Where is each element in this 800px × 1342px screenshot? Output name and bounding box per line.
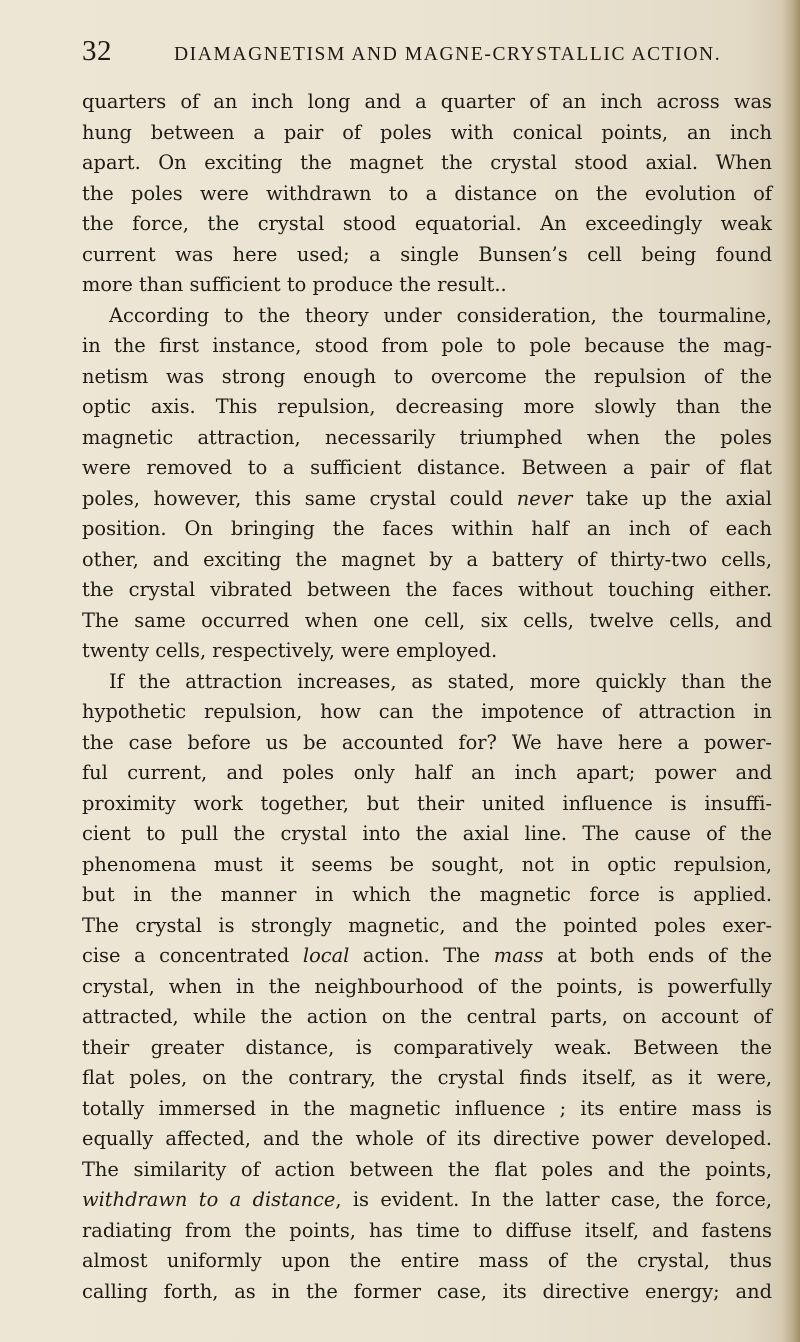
text-line [82,1124,772,1155]
text-line [82,1277,772,1308]
text-segment: in the first instance, stood from pole to pole because the mag- [82,334,772,357]
text-line [82,636,772,667]
text-line [82,911,772,942]
text-segment: crystal, when in the neighbourhood of the points, is powerfully [82,974,772,998]
italic-text: mass [493,944,544,967]
text-segment: attracted, while the action on the central parts, on account of [82,1005,772,1028]
text-segment: apart. On exciting the magnet the crystal stood axial. When [82,151,772,174]
text-line [82,179,772,210]
text-segment: radiating from the points, has time to diffuse itself, and fastens [82,1218,772,1242]
text-segment: netism was strong enough to overcome the repulsion of the [82,364,772,388]
text-line [82,880,772,911]
text-segment: totally immersed in the magnetic influence ; its entire mass is [82,1096,772,1120]
text-segment: hung between a pair of poles with conical points, an inch [82,120,772,144]
text-segment: other, and exciting the magnet by a battery of thirty-two cells, [82,547,772,571]
text-segment: quarters of an inch long and a quarter of an inch across was [82,90,772,113]
text-line [82,1094,772,1125]
text-segment: take up the axial [572,486,772,510]
text-line [82,362,772,393]
text-line [82,1216,772,1247]
text-segment: twenty cells, respectively, were employed. [82,639,498,662]
text-line [82,240,772,271]
text-segment: equally affected, and the whole of its directive power developed. [82,1127,772,1150]
text-line [82,209,772,240]
text-line [82,331,772,362]
text-segment: According to the theory under consideration, the tourmaline, [109,303,772,327]
text-segment: ful current, and poles only half an inch apart; power and [82,761,772,784]
text-line [82,453,772,484]
text-segment: action. The [349,944,494,967]
text-segment: flat poles, on the contrary, the crystal finds itself, as it were, [82,1066,772,1089]
italic-text: never [516,486,573,510]
text-line [82,789,772,820]
text-segment: cise a concentrated [82,944,303,967]
text-segment: the poles were withdrawn to a distance on the evolution of [82,181,772,205]
text-line [82,545,772,576]
text-line [82,148,772,179]
text-line [82,1033,772,1064]
text-line [82,972,772,1003]
italic-text: withdrawn to a distance [82,1188,336,1211]
running-title: DIAMAGNETISM AND MAGNE-CRYSTALLIC ACTION. [174,44,722,65]
body-text [82,87,772,1307]
page-number: 32 [82,35,112,67]
text-line [82,1185,772,1216]
text-line [82,606,772,637]
text-segment: phenomena must it seems be sought, not in optic repulsion, [82,852,772,876]
text-line [82,758,772,789]
text-line [82,697,772,728]
text-line [82,270,772,301]
text-line [82,1002,772,1033]
text-line [82,484,772,515]
text-line [82,301,772,332]
text-segment: The similarity of action between the flat poles and the points, [82,1157,772,1181]
text-segment: current was here used; a single Bunsen’s cell being found [82,242,772,266]
text-segment: more than sufficient to produce the result.. [82,273,507,296]
text-segment: position. On bringing the faces within half an inch of each [82,517,772,540]
text-line [82,850,772,881]
text-line [82,1063,772,1094]
text-segment: , is evident. In the latter case, the force, [335,1188,772,1211]
text-line [82,514,772,545]
page-edge-shadow [782,0,800,1342]
italic-text: local [302,944,350,967]
text-segment: almost uniformly upon the entire mass of the crystal, thus [82,1249,772,1272]
text-line [82,819,772,850]
text-segment: proximity work together, but their united influence is insuffi- [82,791,772,815]
text-segment: their greater distance, is comparatively weak. Between the [82,1035,772,1059]
text-segment: hypothetic repulsion, how can the impotence of attraction in [82,700,772,723]
text-line [82,1246,772,1277]
text-segment: but in the manner in which the magnetic force is applied. [82,883,772,906]
text-segment: at both ends of the [543,944,772,967]
text-segment: the crystal vibrated between the faces without touching either. [82,578,772,601]
text-segment: the case before us be accounted for? We have here a power- [82,730,772,754]
text-segment: magnetic attraction, necessarily triumphed when the poles [82,425,772,449]
text-segment: the force, the crystal stood equatorial. An exceedingly weak [82,212,772,235]
text-segment: The crystal is strongly magnetic, and the pointed poles exer- [82,913,772,937]
text-segment: If the attraction increases, as stated, more quickly than the [109,669,772,693]
text-line [82,1155,772,1186]
text-line [82,575,772,606]
text-line [82,728,772,759]
text-segment: The same occurred when one cell, six cells, twelve cells, and [82,608,772,632]
text-line [82,667,772,698]
text-line [82,941,772,972]
text-line [82,87,772,118]
text-line [82,118,772,149]
text-line [82,423,772,454]
text-segment: calling forth, as in the former case, its directive energy; and [82,1279,772,1303]
text-segment: poles, however, this same crystal could [82,486,517,510]
text-segment: were removed to a sufficient distance. Between a pair of flat [82,456,772,479]
text-segment: optic axis. This repulsion, decreasing more slowly than the [82,395,772,418]
text-line [82,392,772,423]
text-segment: cient to pull the crystal into the axial line. The cause of the [82,822,772,845]
running-header [82,35,772,75]
